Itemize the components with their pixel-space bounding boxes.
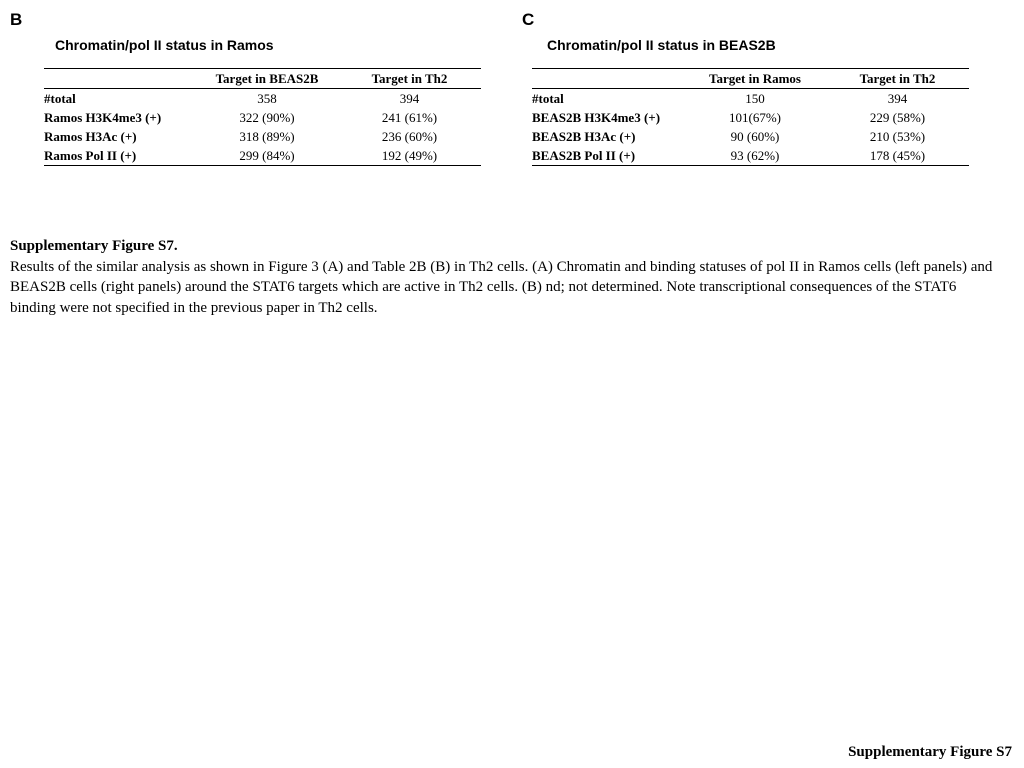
row-label: #total bbox=[44, 90, 76, 106]
table-cell: 210 (53%) bbox=[869, 128, 926, 144]
table-row bbox=[44, 127, 481, 146]
footer-label: Supplementary Figure S7 bbox=[848, 744, 1012, 760]
table-c bbox=[532, 68, 969, 166]
caption-title: Supplementary Figure S7. bbox=[10, 238, 178, 254]
table-cell: 101(67%) bbox=[729, 109, 781, 125]
panel-title-c: Chromatin/pol II status in BEAS2B bbox=[547, 37, 776, 53]
row-label: BEAS2B H3Ac (+) bbox=[532, 128, 636, 144]
table-cell: 322 (90%) bbox=[239, 109, 295, 125]
column-header bbox=[44, 69, 196, 89]
table-row bbox=[532, 108, 969, 127]
table-cell: 93 (62%) bbox=[730, 147, 780, 163]
panel-letter-c: C bbox=[522, 10, 535, 29]
column-header bbox=[532, 69, 684, 89]
column-header: Target in Th2 bbox=[826, 69, 969, 89]
table-cell: 178 (45%) bbox=[869, 147, 926, 163]
column-header: Target in Ramos bbox=[684, 69, 826, 89]
table-header-row bbox=[532, 69, 969, 89]
column-header: Target in BEAS2B bbox=[196, 69, 338, 89]
table-row bbox=[532, 89, 969, 109]
row-label: #total bbox=[532, 90, 564, 106]
column-header: Target in Th2 bbox=[338, 69, 481, 89]
figure-caption bbox=[10, 236, 1000, 318]
row-label: Ramos H3K4me3 (+) bbox=[44, 109, 162, 125]
panel-title-b: Chromatin/pol II status in Ramos bbox=[55, 37, 274, 53]
table-row bbox=[532, 127, 969, 146]
table-row bbox=[44, 89, 481, 109]
table-cell: 394 bbox=[887, 90, 908, 106]
table-cell: 192 (49%) bbox=[381, 147, 438, 163]
table-cell: 150 bbox=[745, 90, 765, 106]
table-header-row bbox=[44, 69, 481, 89]
table-row bbox=[44, 108, 481, 127]
row-label: Ramos Pol II (+) bbox=[44, 147, 137, 163]
table-cell: 241 (61%) bbox=[381, 109, 438, 125]
table-cell: 394 bbox=[399, 90, 420, 106]
panel-letter-b: B bbox=[10, 10, 23, 29]
table-cell: 236 (60%) bbox=[381, 128, 438, 144]
row-label: BEAS2B Pol II (+) bbox=[532, 147, 636, 163]
table-row bbox=[532, 146, 969, 166]
table-cell: 318 (89%) bbox=[239, 128, 295, 144]
table-cell: 299 (84%) bbox=[239, 147, 295, 163]
table-cell: 229 (58%) bbox=[869, 109, 926, 125]
table-b bbox=[44, 68, 481, 166]
table-row bbox=[44, 146, 481, 166]
row-label: BEAS2B H3K4me3 (+) bbox=[532, 109, 661, 125]
row-label: Ramos H3Ac (+) bbox=[44, 128, 137, 144]
table-cell: 358 bbox=[257, 90, 277, 106]
table-cell: 90 (60%) bbox=[730, 128, 780, 144]
caption-body: Results of the similar analysis as shown in Figure 3 (A) and Table 2B (B) in Th2 cells. (A) Chromatin and binding statuses of pol II in Ramos cells (left panels) and BEAS2B cells (right panels) around the STAT6 targets which are active in Th2 cells. (B) nd; not determined. Note transcriptional consequences of the STAT6 binding were not specified in the previous paper in Th2 cells. bbox=[10, 258, 993, 316]
